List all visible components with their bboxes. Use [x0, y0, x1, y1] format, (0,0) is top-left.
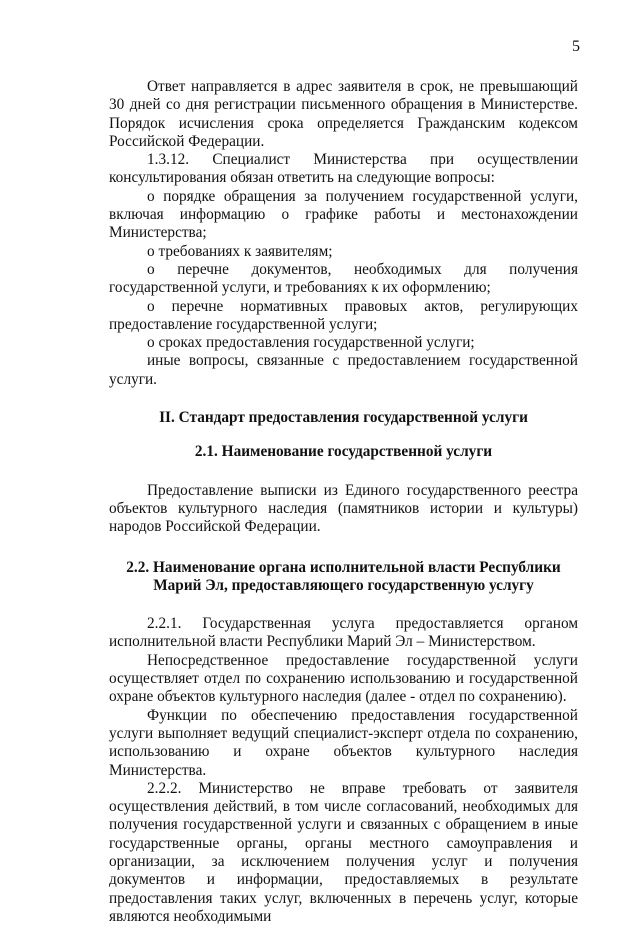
paragraph-service-provider: 2.2.1. Государственная услуга предоставляется органом исполнительной власти Республики Марий Эл – Министерством.: [109, 615, 578, 651]
paragraph-service-terms: о сроках предоставления государственной услуги;: [147, 334, 475, 352]
paragraph-response-deadline: Ответ направляется в адрес заявителя в срок, не превышающий 30 дней со дня регистрации письменного обращения в Министерстве. Порядок исчисления срока определяется Гражданским кодексом Российской Федерации.: [109, 78, 578, 150]
subsection-heading-executive-body: 2.2. Наименование органа исполнительной власти Республики Марий Эл, предоставляющего государственную услугу: [126, 558, 561, 594]
paragraph-legal-acts: о перечне нормативных правовых актов, регулирующих предоставление государственной услуги;: [109, 297, 578, 333]
paragraph-applicant-requirements: о требованиях к заявителям;: [147, 242, 333, 260]
page-number: 5: [572, 38, 580, 55]
document-body: [109, 78, 578, 926]
paragraph-specialist-functions: Функции по обеспечению предоставления государственной услуги выполняет ведущий специалист-эксперт отдела по сохранению, использованию и охране объектов культурного наследия Министерства.: [109, 706, 578, 779]
paragraph-other-questions: иные вопросы, связанные с предоставлением государственной услуги.: [109, 352, 578, 388]
paragraph-service-description: Предоставление выписки из Единого государственного реестра объектов культурного наследия (памятников истории и культуры) народов Российской Федерации.: [109, 481, 578, 536]
paragraph-consultation-duty: 1.3.12. Специалист Министерства при осуществлении консультирования обязан ответить на следующие вопросы:: [109, 151, 578, 187]
section-heading-standard: II. Стандарт предоставления государственной услуги: [159, 409, 528, 427]
paragraph-department-responsible: Непосредственное предоставление государственной услуги осуществляет отдел по сохранению использованию и государственной охране объектов культурного наследия (далее - отдел по сохранению).: [109, 651, 578, 706]
paragraph-document-list: о перечне документов, необходимых для получения государственной услуги, и требованиях к их оформлению;: [109, 260, 578, 297]
subsection-heading-service-name: 2.1. Наименование государственной услуги: [194, 443, 493, 461]
paragraph-application-procedure: о порядке обращения за получением государственной услуги, включая информацию о графике работы и местонахождении Министерства;: [109, 187, 578, 242]
paragraph-ministry-restrictions: 2.2.2. Министерство не вправе требовать от заявителя осуществления действий, в том числе согласований, необходимых для получения государственной услуги и связанных с обращением в иные государственные органы, органы местного самоуправления и организации, за исключением получения услуг и получения документов и информации, предоставляемых в результате предоставления таких услуг, включенных в перечень услуг, которые являются необходимыми: [109, 779, 578, 925]
